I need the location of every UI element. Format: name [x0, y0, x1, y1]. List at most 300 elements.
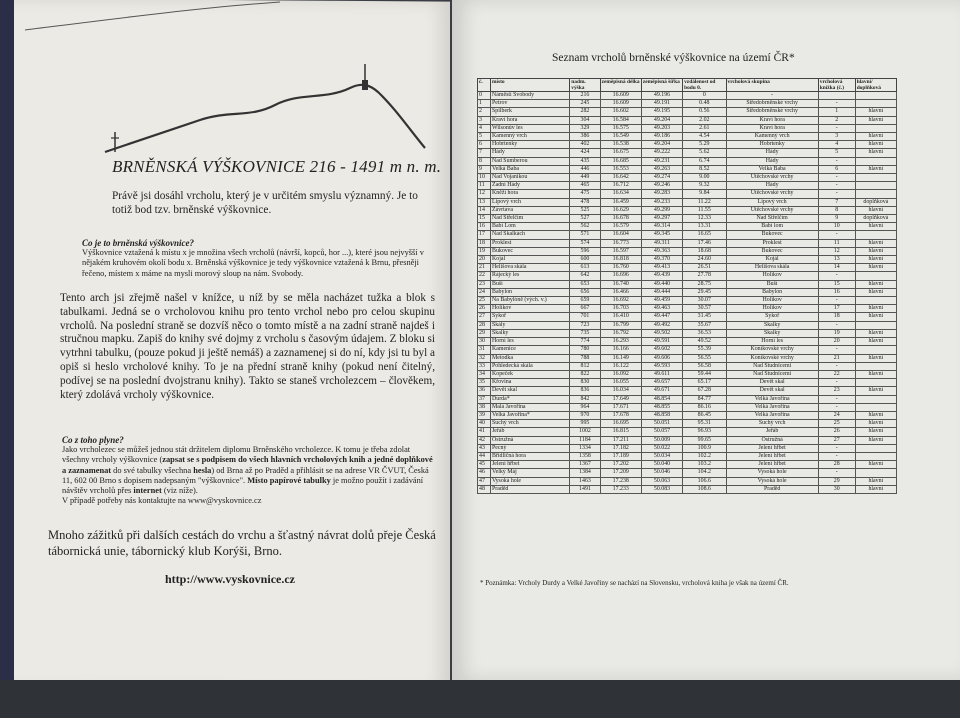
table-cell: 475 — [570, 190, 600, 198]
table-cell: Jeřáb — [491, 428, 570, 436]
table-row — [478, 92, 897, 100]
table-cell: Skalky — [726, 329, 818, 337]
table-cell: - — [726, 92, 818, 100]
table-cell: - — [818, 157, 855, 165]
table-cell: 16.549 — [600, 133, 641, 141]
table-cell: 29.45 — [683, 288, 726, 296]
table-cell: - — [818, 100, 855, 108]
table-cell: 667 — [570, 305, 600, 313]
table-cell: 656 — [570, 288, 600, 296]
table-row — [478, 370, 897, 378]
table-cell: 37 — [478, 395, 491, 403]
table-cell: Kamenice — [491, 346, 570, 354]
table-cell: 43 — [478, 444, 491, 452]
table-cell: Kamenný vrch — [726, 133, 818, 141]
table-cell: Nad Šumberou — [491, 157, 570, 165]
table-cell: 35 — [478, 379, 491, 387]
table-row — [478, 461, 897, 469]
table-cell: 18 — [478, 239, 491, 247]
table-cell — [818, 92, 855, 100]
table-cell: 104.2 — [683, 469, 726, 477]
table-cell: Bukovec — [491, 247, 570, 255]
table-cell: 106.6 — [683, 477, 726, 485]
table-cell: 36.53 — [683, 329, 726, 337]
table-cell: 46 — [478, 469, 491, 477]
table-cell: 86.16 — [683, 403, 726, 411]
table-cell: 100.9 — [683, 444, 726, 452]
section-body: Výškovnice vztažená k místu x je množina všech vrcholů (návrší, kopců, hor ...), které jsou nejvyšší v nějakém kruhovém okolí bodu x. Brněnská výškovnice je tedy výškovnice vztažená k Brnu, přesněji řečeno, místem x máme na mysli morový sloup na nám. Svobody. — [82, 248, 424, 278]
table-cell: 830 — [570, 379, 600, 387]
table-cell — [855, 272, 896, 280]
column-header: zeměpisná šířka — [641, 79, 682, 92]
table-cell: 49.492 — [641, 321, 682, 329]
table-cell: hlavní — [855, 116, 896, 124]
table-cell: 4 — [818, 141, 855, 149]
table-cell: 1 — [818, 108, 855, 116]
table-cell — [855, 92, 896, 100]
table-row — [478, 387, 897, 395]
table-cell: hlavní — [855, 305, 896, 313]
table-row — [478, 305, 897, 313]
table-cell: 424 — [570, 149, 600, 157]
table-cell: Skalky — [726, 321, 818, 329]
table-cell: Břidličná hora — [491, 452, 570, 460]
table-cell: Velká Javořina* — [491, 411, 570, 419]
table-cell: 31 — [478, 346, 491, 354]
table-row — [478, 149, 897, 157]
column-header: místo — [491, 79, 570, 92]
table-cell: Nad Střelčím — [491, 215, 570, 223]
table-row — [478, 256, 897, 264]
table-row — [478, 272, 897, 280]
table-cell: Nad Studnicemi — [726, 370, 818, 378]
table-cell — [855, 297, 896, 305]
table-cell: 449 — [570, 174, 600, 182]
table-row — [478, 116, 897, 124]
table-cell: - — [818, 395, 855, 403]
table-row — [478, 477, 897, 485]
table-cell: Helišova skála — [491, 264, 570, 272]
table-cell: 24 — [478, 288, 491, 296]
table-cell: 50.051 — [641, 420, 682, 428]
table-cell: Nad Skalkách — [491, 231, 570, 239]
table-cell: 16.149 — [600, 354, 641, 362]
table-cell: 17.202 — [600, 461, 641, 469]
table-row — [478, 223, 897, 231]
table-cell: 0 — [478, 92, 491, 100]
table-row — [478, 133, 897, 141]
table-cell: 1002 — [570, 428, 600, 436]
table-cell: Praděd — [726, 485, 818, 493]
table-row — [478, 165, 897, 173]
table-row — [478, 247, 897, 255]
table-cell: hlavní — [855, 354, 896, 362]
section-body — [62, 445, 434, 507]
table-cell: 84.77 — [683, 395, 726, 403]
section-heading: Co je to brněnská výškovnice? — [82, 238, 194, 248]
table-cell: Kojál — [726, 256, 818, 264]
table-cell: Hády — [726, 157, 818, 165]
table-cell: Skály — [491, 321, 570, 329]
table-cell: 49.444 — [641, 288, 682, 296]
table-cell: hlavní — [855, 420, 896, 428]
table-cell — [855, 231, 896, 239]
table-cell: Nad Vojanikou — [491, 174, 570, 182]
table-row — [478, 231, 897, 239]
table-cell: 49.195 — [641, 108, 682, 116]
table-cell: - — [818, 379, 855, 387]
table-header-row — [478, 79, 897, 92]
table-cell: 613 — [570, 264, 600, 272]
text-run: (viz níže). — [161, 486, 198, 496]
table-cell: 28.75 — [683, 280, 726, 288]
table-cell: 30 — [478, 338, 491, 346]
table-cell: 282 — [570, 108, 600, 116]
table-cell: 44 — [478, 452, 491, 460]
table-cell: Holíkov — [726, 272, 818, 280]
table-cell: 17 — [818, 305, 855, 313]
table-cell: 34 — [478, 370, 491, 378]
table-cell: 17.189 — [600, 452, 641, 460]
table-cell: 16.629 — [600, 206, 641, 214]
table-cell: 49.222 — [641, 149, 682, 157]
table-cell: - — [818, 297, 855, 305]
table-cell: 16.609 — [600, 100, 641, 108]
table-cell: Velká Javořina — [726, 411, 818, 419]
table-cell: 14 — [478, 206, 491, 214]
table-cell: 17.671 — [600, 403, 641, 411]
table-cell: 22 — [818, 370, 855, 378]
peaks-table-container — [477, 78, 897, 494]
table-cell: hlavní — [855, 485, 896, 493]
table-row — [478, 436, 897, 444]
table-row — [478, 198, 897, 206]
table-cell: 16.695 — [600, 420, 641, 428]
table-cell: 16 — [478, 223, 491, 231]
table-cell: 12 — [818, 247, 855, 255]
peaks-table — [477, 78, 897, 494]
table-cell: 16.634 — [600, 190, 641, 198]
table-cell: 16.575 — [600, 124, 641, 132]
table-row — [478, 444, 897, 452]
table-row — [478, 157, 897, 165]
table-cell: 478 — [570, 198, 600, 206]
table-cell: 13.31 — [683, 223, 726, 231]
text-run: ) od Brna až po Praděd a přihlásit se na adrese VR ČVUT, Česká 11, 602 00 Brno s dopisem nadepsaným "výškovnice". — [62, 465, 429, 485]
table-cell: Kněží hora — [491, 190, 570, 198]
table-cell: 49.413 — [641, 264, 682, 272]
table-cell: 5 — [818, 149, 855, 157]
table-cell: Špilberk — [491, 108, 570, 116]
table-row — [478, 420, 897, 428]
table-cell: Skalky — [491, 329, 570, 337]
table-cell: Vysoká hole — [726, 469, 818, 477]
table-cell — [855, 157, 896, 165]
table-cell: 15 — [478, 215, 491, 223]
table-row — [478, 206, 897, 214]
table-cell: 16.703 — [600, 305, 641, 313]
table-cell: 26 — [478, 305, 491, 313]
table-cell: 17.209 — [600, 469, 641, 477]
table-cell: 16.760 — [600, 264, 641, 272]
table-row — [478, 485, 897, 493]
table-cell: 49.593 — [641, 362, 682, 370]
section-what-follows — [62, 435, 434, 507]
decorative-line — [25, 0, 285, 40]
table-cell: hlavní — [855, 206, 896, 214]
table-cell: 653 — [570, 280, 600, 288]
table-cell: Vysoká hole — [491, 477, 570, 485]
table-cell: hlavní — [855, 280, 896, 288]
table-cell: hlavní — [855, 411, 896, 419]
table-cell: 49.203 — [641, 124, 682, 132]
table-cell: 38 — [478, 403, 491, 411]
footnote: * Poznámka: Vrcholy Durdy a Velké Javořiny se nachází na Slovensku, vrcholová kniha je však na území ČR. — [480, 579, 789, 587]
table-cell: 18.68 — [683, 247, 726, 255]
table-cell: Helišova skála — [726, 264, 818, 272]
table-cell: 16.597 — [600, 247, 641, 255]
table-cell: hlavní — [855, 338, 896, 346]
table-cell: 19 — [818, 329, 855, 337]
table-cell: 571 — [570, 231, 600, 239]
table-cell: 9 — [478, 165, 491, 173]
table-cell: Kojál — [491, 256, 570, 264]
table-cell: Babylon — [726, 288, 818, 296]
table-cell: 964 — [570, 403, 600, 411]
table-cell: Pecný — [491, 444, 570, 452]
table-cell: 16.466 — [600, 288, 641, 296]
table-cell: Středobrněnské vrchy — [726, 100, 818, 108]
table-cell: Velká Javořina — [726, 395, 818, 403]
table-cell: 16.696 — [600, 272, 641, 280]
table-cell — [855, 379, 896, 387]
table-body — [478, 92, 897, 494]
column-header: zeměpisná délka — [600, 79, 641, 92]
table-cell: 1334 — [570, 444, 600, 452]
table-cell: 386 — [570, 133, 600, 141]
table-cell: Jelení hřbet — [726, 444, 818, 452]
table-row — [478, 338, 897, 346]
section-heading: Co z toho plyne? — [62, 435, 124, 445]
table-cell: 17.238 — [600, 477, 641, 485]
table-cell: Útěchovské vrchy — [726, 206, 818, 214]
table-cell — [855, 346, 896, 354]
table-cell: 49.196 — [641, 92, 682, 100]
table-cell: 10 — [818, 223, 855, 231]
table-cell: 23 — [818, 387, 855, 395]
table-cell: 1367 — [570, 461, 600, 469]
table-cell: 527 — [570, 215, 600, 223]
table-cell: 5.29 — [683, 141, 726, 149]
table-cell: Závrtava — [491, 206, 570, 214]
table-cell: 30 — [818, 485, 855, 493]
table-row — [478, 411, 897, 419]
table-cell: 788 — [570, 354, 600, 362]
table-cell: 525 — [570, 206, 600, 214]
table-cell: 16.609 — [600, 92, 641, 100]
table-cell: 7 — [818, 198, 855, 206]
table-cell — [855, 100, 896, 108]
table-cell: Útěchovské vrchy — [726, 174, 818, 182]
table-cell: 50.046 — [641, 469, 682, 477]
table-cell: 49.52 — [683, 338, 726, 346]
table-cell: 11 — [478, 182, 491, 190]
table-row — [478, 264, 897, 272]
table-cell: 20 — [478, 256, 491, 264]
table-cell: 12 — [478, 190, 491, 198]
table-row — [478, 321, 897, 329]
table-cell: 33 — [478, 362, 491, 370]
table-cell: 55.39 — [683, 346, 726, 354]
table-cell: - — [818, 346, 855, 354]
table-cell: 49.370 — [641, 256, 682, 264]
table-cell: Velká Baba — [726, 165, 818, 173]
table-cell: 0 — [683, 92, 726, 100]
table-cell: 8.52 — [683, 165, 726, 173]
table-cell: 108.6 — [683, 485, 726, 493]
table-row — [478, 174, 897, 182]
table-cell: Babylon — [491, 288, 570, 296]
table-cell: 0.56 — [683, 108, 726, 116]
column-header: nadm. výška — [570, 79, 600, 92]
table-cell: 1384 — [570, 469, 600, 477]
table-cell: hlavní — [855, 223, 896, 231]
table-cell — [855, 174, 896, 182]
table-cell: - — [818, 452, 855, 460]
table-cell: 36 — [478, 387, 491, 395]
table-cell: 95.31 — [683, 420, 726, 428]
table-cell: doplňková — [855, 198, 896, 206]
table-cell: 21 — [478, 264, 491, 272]
table-cell: 49.606 — [641, 354, 682, 362]
table-cell: 16.055 — [600, 379, 641, 387]
table-cell: Koníkovské vrchy — [726, 346, 818, 354]
table-cell: Zadní Hády — [491, 182, 570, 190]
table-cell: 20 — [818, 338, 855, 346]
intro-text: Právě jsi dosáhl vrcholu, který je v určitém smyslu významný. Je to totiž bod tzv. brněnské výškovnice. — [112, 190, 418, 216]
table-cell: Velká Javořina — [726, 403, 818, 411]
table-cell: 16.799 — [600, 321, 641, 329]
table-cell: Babí lom — [726, 223, 818, 231]
table-cell: Holíkov — [726, 305, 818, 313]
text-run-bold: Místo papírové tabulky — [247, 475, 331, 485]
table-row — [478, 428, 897, 436]
table-cell — [855, 444, 896, 452]
table-cell: Kraví hora — [726, 116, 818, 124]
table-cell: - — [818, 190, 855, 198]
table-cell: 45 — [478, 461, 491, 469]
table-cell: 23 — [478, 280, 491, 288]
table-cell: 245 — [570, 100, 600, 108]
table-cell: hlavní — [855, 264, 896, 272]
table-cell: 24 — [818, 411, 855, 419]
table-cell: hlavní — [855, 313, 896, 321]
table-cell: 329 — [570, 124, 600, 132]
table-cell: 16 — [818, 288, 855, 296]
table-cell: Rájecký les — [491, 272, 570, 280]
table-cell: 49.591 — [641, 338, 682, 346]
column-header: vrcholová skupina — [726, 79, 818, 92]
table-cell: Proklest — [491, 239, 570, 247]
table-cell: 27 — [478, 313, 491, 321]
table-row — [478, 403, 897, 411]
table-cell: hlavní — [855, 141, 896, 149]
table-cell: 3 — [818, 133, 855, 141]
table-cell: 17.46 — [683, 239, 726, 247]
table-cell: 96.93 — [683, 428, 726, 436]
table-cell: Hády — [726, 149, 818, 157]
text-run-bold: internet — [133, 486, 162, 496]
text-run: je možno použít i zadávání návštěv vrcholů přes — [62, 475, 424, 496]
table-cell: Devět skal — [491, 387, 570, 395]
table-cell: 13 — [478, 198, 491, 206]
table-row — [478, 100, 897, 108]
table-cell: 774 — [570, 338, 600, 346]
table-cell: Jelení hřbet — [726, 461, 818, 469]
table-cell: 29 — [478, 329, 491, 337]
table-row — [478, 346, 897, 354]
table-cell: 562 — [570, 223, 600, 231]
table-cell: 50.083 — [641, 485, 682, 493]
website-link[interactable]: http://www.vyskovnice.cz — [165, 572, 295, 586]
section-what-is — [82, 238, 432, 279]
table-cell: 16.604 — [600, 231, 641, 239]
table-cell: - — [818, 444, 855, 452]
table-cell: 16.65 — [683, 231, 726, 239]
table-cell: 17.649 — [600, 395, 641, 403]
table-cell: 17.182 — [600, 444, 641, 452]
table-cell — [855, 403, 896, 411]
table-cell: 16.166 — [600, 346, 641, 354]
table-cell: 49.447 — [641, 313, 682, 321]
page-title: BRNĚNSKÁ VÝŠKOVNICE 216 - 1491 m n. m. — [112, 157, 442, 176]
table-cell: 16.459 — [600, 198, 641, 206]
table-cell: 16.122 — [600, 362, 641, 370]
table-cell: 49.263 — [641, 165, 682, 173]
table-cell: 1184 — [570, 436, 600, 444]
table-cell: 6 — [478, 141, 491, 149]
table-cell: 28 — [478, 321, 491, 329]
table-cell: 30.57 — [683, 305, 726, 313]
table-cell: Jelení hřbet — [491, 461, 570, 469]
table-cell: 1358 — [570, 452, 600, 460]
table-cell: 6 — [818, 165, 855, 173]
table-cell: Na Babylóně (vých. v.) — [491, 297, 570, 305]
table-cell: 49.611 — [641, 370, 682, 378]
table-cell: 1491 — [570, 485, 600, 493]
table-row — [478, 313, 897, 321]
table-cell: 16.293 — [600, 338, 641, 346]
table-row — [478, 329, 897, 337]
table-cell — [855, 452, 896, 460]
table-cell: 9.84 — [683, 190, 726, 198]
table-cell: 465 — [570, 182, 600, 190]
table-cell: 16.410 — [600, 313, 641, 321]
table-cell: 9.32 — [683, 182, 726, 190]
table-cell: 49.440 — [641, 280, 682, 288]
table-cell: 435 — [570, 157, 600, 165]
table-cell — [855, 395, 896, 403]
table-cell — [855, 321, 896, 329]
table-cell: Velký Máj — [491, 469, 570, 477]
table-cell: Holíkov — [491, 305, 570, 313]
table-cell: 14 — [818, 264, 855, 272]
table-cell: Jeřáb — [726, 428, 818, 436]
table-cell: Hády — [491, 149, 570, 157]
table-cell: 18 — [818, 313, 855, 321]
table-cell: Malá Javořina — [491, 403, 570, 411]
table-cell: hlavní — [855, 247, 896, 255]
